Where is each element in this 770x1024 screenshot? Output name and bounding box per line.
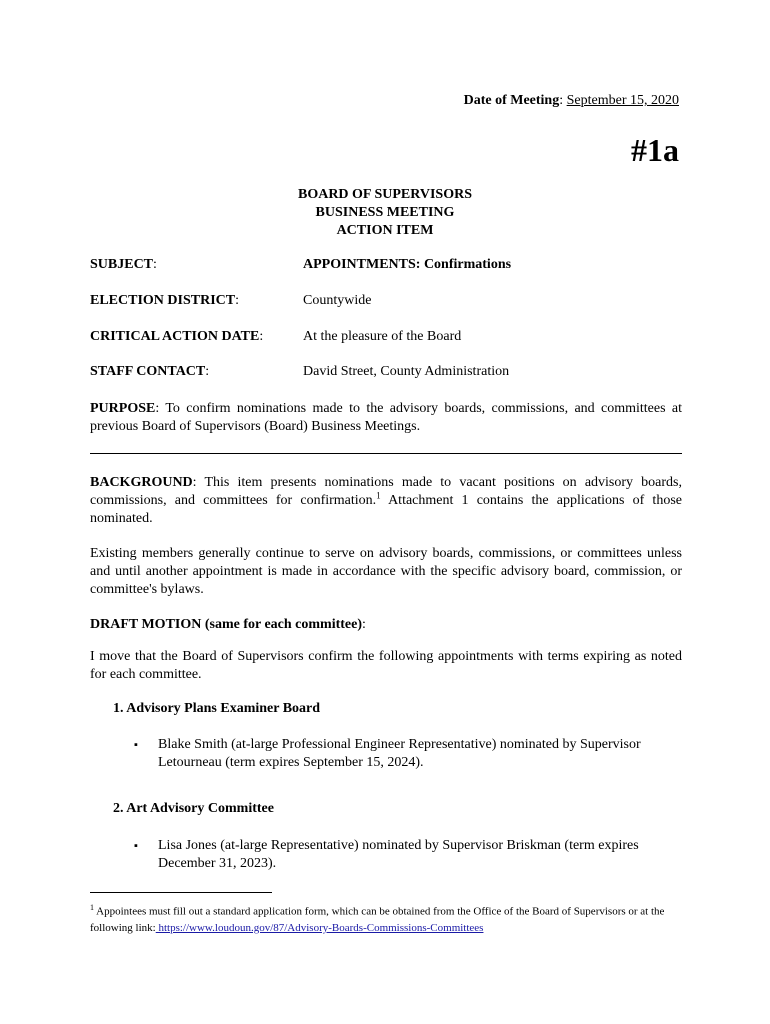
- meeting-date-sep: :: [559, 93, 567, 108]
- election-district-value: Countywide: [303, 293, 372, 308]
- section-divider: [90, 453, 682, 454]
- committee-heading-advisory-plans: 1. Advisory Plans Examiner Board: [113, 701, 321, 716]
- footnote-text: Appointees must fill out a standard application form, which can be obtained from the Office of the Board of Supervisors or at the following link:: [90, 905, 665, 934]
- item-number: #1a: [631, 132, 679, 168]
- footnote-divider: [90, 892, 272, 893]
- purpose-text: : To confirm nominations made to the advisory boards, commissions, and committees at previous Board of Supervisors (Board) Business Meetings.: [90, 401, 682, 434]
- bullet-icon: ▪: [134, 739, 138, 751]
- background-label: BACKGROUND: [90, 475, 193, 490]
- bullet-icon: ▪: [134, 840, 138, 852]
- header-line-action: ACTION ITEM: [336, 223, 434, 238]
- meeting-date-label: Date of Meeting: [463, 93, 560, 108]
- background-paragraph: [90, 474, 682, 528]
- subject-label: SUBJECT:: [90, 257, 157, 272]
- staff-contact-label: STAFF CONTACT:: [90, 364, 210, 379]
- footnote-mark: 1: [90, 903, 94, 912]
- committee-heading-art-advisory: 2. Art Advisory Committee: [113, 801, 274, 816]
- staff-contact-value: David Street, County Administration: [303, 364, 510, 379]
- draft-motion-heading: DRAFT MOTION (same for each committee):: [90, 617, 366, 632]
- existing-members-paragraph: Existing members generally continue to serve on advisory boards, commissions, or committees unless and until another appointment is made in accordance with the specific advisory board, commission, or committee's bylaws.: [90, 546, 682, 597]
- header-line-board: BOARD OF SUPERVISORS: [297, 187, 472, 202]
- motion-text: I move that the Board of Supervisors confirm the following appointments with terms expiring as noted for each committee.: [90, 649, 682, 682]
- footnote: [90, 900, 690, 936]
- footnote-link[interactable]: https://www.loudoun.gov/87/Advisory-Boards-Commissions-Committees: [155, 921, 484, 934]
- meeting-date-value: September 15, 2020: [566, 93, 679, 108]
- footnote-reference[interactable]: 1: [376, 490, 381, 501]
- critical-action-date-label: CRITICAL ACTION DATE:: [90, 329, 264, 344]
- election-district-label: ELECTION DISTRICT:: [90, 293, 239, 308]
- subject-value: APPOINTMENTS: Confirmations: [303, 257, 512, 272]
- critical-action-date-value: At the pleasure of the Board: [303, 329, 462, 344]
- header-line-meeting: BUSINESS MEETING: [315, 205, 455, 220]
- purpose-paragraph: [90, 400, 682, 436]
- meeting-date: [464, 93, 679, 109]
- background-text-continued: Attachment 1 contains the applications of those nominated.: [90, 493, 682, 526]
- appointment-lisa-jones: Lisa Jones (at-large Representative) nominated by Supervisor Briskman (term expires December 31, 2023).: [158, 838, 639, 871]
- document-header: [0, 186, 770, 240]
- background-text: : This item presents nominations made to vacant positions on advisory boards, commissions, and committees for confirmation.: [90, 475, 682, 508]
- purpose-label: PURPOSE: [90, 401, 156, 416]
- appointment-blake-smith: Blake Smith (at-large Professional Engineer Representative) nominated by Supervisor Letourneau (term expires September 15, 2024).: [158, 737, 641, 770]
